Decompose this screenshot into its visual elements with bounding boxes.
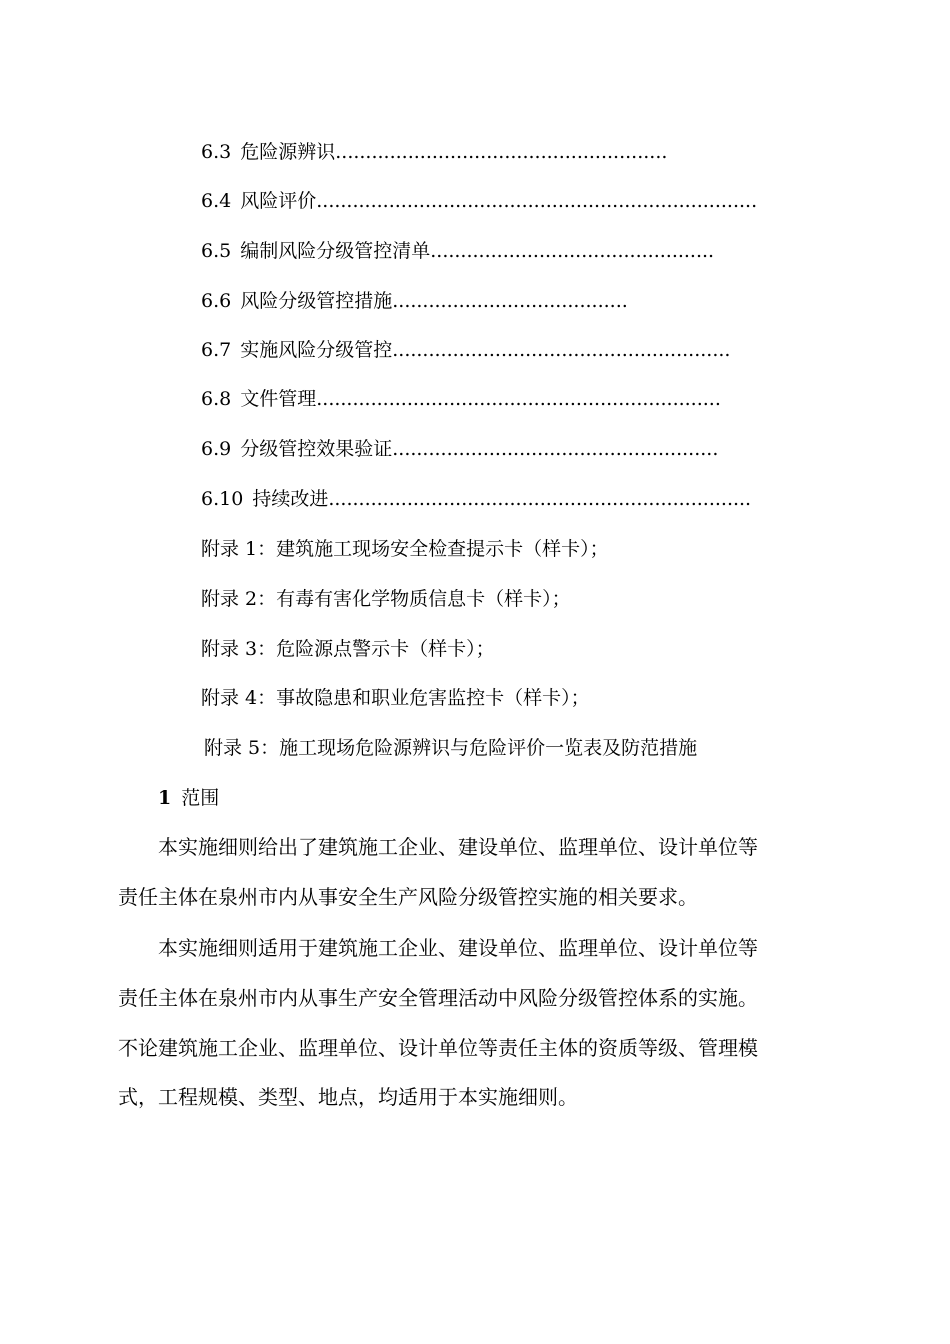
toc-number: 6.8 — [201, 388, 232, 410]
toc-number: 6.5 — [201, 240, 232, 262]
toc-number: 6.4 — [201, 190, 232, 212]
toc-leader-dots: ....................................................... — [335, 141, 668, 163]
toc-entry-6-10 — [201, 484, 751, 514]
toc-number: 6.9 — [201, 438, 232, 460]
toc-entry-6-8 — [201, 384, 721, 414]
toc-leader-dots: ............................................... — [430, 240, 715, 262]
toc-entry-6-5 — [201, 236, 714, 266]
paragraph-line: 责任主体在泉州市内从事生产安全管理活动中风险分级管控体系的实施。 — [118, 986, 758, 1010]
toc-entry-6-6 — [201, 286, 628, 316]
toc-number: 6.10 — [201, 488, 244, 510]
toc-leader-dots: ...................................................... — [392, 438, 719, 460]
appendix-3: 附录 3：危险源点警示卡（样卡）； — [201, 638, 495, 660]
toc-entry-6-9 — [201, 434, 718, 464]
appendix-4: 附录 4：事故隐患和职业危害监控卡（样卡）； — [201, 687, 590, 709]
toc-leader-dots: ...................................................................... — [328, 488, 752, 510]
toc-number: 6.3 — [201, 141, 232, 163]
toc-title: 分级管控效果验证 — [240, 438, 393, 460]
toc-title: 风险分级管控措施 — [240, 290, 393, 312]
paragraph-line: 责任主体在泉州市内从事安全生产风险分级管控实施的相关要求。 — [118, 885, 698, 909]
toc-title: 实施风险分级管控 — [240, 339, 393, 361]
toc-title: 危险源辨识 — [240, 141, 336, 163]
section-title: 范围 — [181, 787, 220, 809]
toc-number: 6.6 — [201, 290, 232, 312]
paragraph-line: 本实施细则适用于建筑施工企业、建设单位、监理单位、设计单位等 — [158, 936, 758, 960]
toc-entry-6-4 — [201, 186, 757, 216]
section-heading — [158, 783, 219, 813]
toc-title: 持续改进 — [252, 488, 329, 510]
appendix-1: 附录 1：建筑施工现场安全检查提示卡（样卡）； — [201, 538, 609, 560]
toc-title: 风险评价 — [240, 190, 317, 212]
toc-title: 文件管理 — [240, 388, 317, 410]
section-number: 1 — [158, 787, 172, 809]
toc-leader-dots: ........................................................ — [392, 339, 731, 361]
appendix-2: 附录 2：有毒有害化学物质信息卡（样卡）； — [201, 588, 571, 610]
toc-title: 编制风险分级管控清单 — [240, 240, 431, 262]
toc-leader-dots: ................................................................... — [316, 388, 721, 410]
toc-entry-6-3 — [201, 137, 667, 167]
toc-number: 6.7 — [201, 339, 232, 361]
toc-entry-6-7 — [201, 335, 730, 365]
appendix-5: 附录 5：施工现场危险源辨识与危险评价一览表及防范措施 — [204, 737, 698, 759]
toc-leader-dots: ......................................................................... — [316, 190, 758, 212]
toc-leader-dots: ....................................... — [392, 290, 628, 312]
paragraph-line: 式，工程规模、类型、地点，均适用于本实施细则。 — [118, 1085, 578, 1109]
paragraph-line: 本实施细则给出了建筑施工企业、建设单位、监理单位、设计单位等 — [158, 835, 758, 859]
paragraph-line: 不论建筑施工企业、监理单位、设计单位等责任主体的资质等级、管理模 — [118, 1036, 758, 1060]
